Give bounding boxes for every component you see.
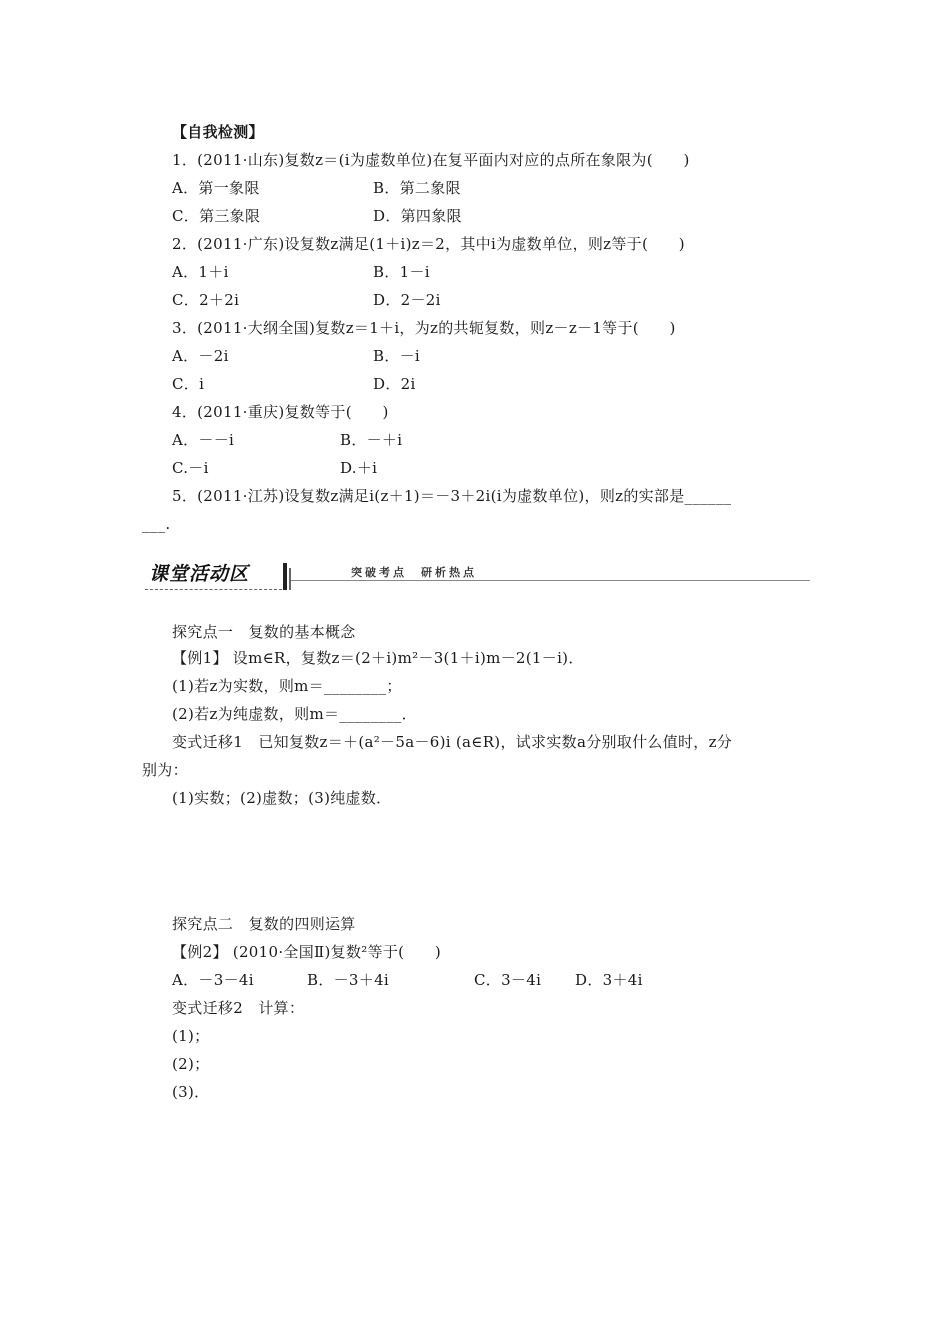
question-2-option-c: C．2＋2i	[172, 291, 240, 309]
variant-2-calc-2: (2)；	[172, 1055, 210, 1073]
question-3-option-a: A．－2i	[172, 347, 229, 365]
section-divider-bar	[283, 563, 287, 590]
question-4: 4．(2011·重庆)复数等于( )	[172, 403, 389, 421]
section-rule	[291, 580, 810, 581]
question-3-option-b: B．－i	[373, 347, 421, 365]
question-4-option-b: B．－＋i	[340, 431, 403, 449]
example-1-part-1: (1)若z为实数，则m＝________；	[172, 677, 402, 695]
section-subtitle: 突破考点 研析热点	[351, 566, 477, 579]
question-1-option-d: D．第四象限	[373, 207, 462, 225]
variant-1-continuation: 别为：	[142, 761, 188, 779]
question-3-option-d: D．2i	[373, 375, 416, 393]
question-5: 5．(2011·江苏)设复数z满足i(z＋1)＝－3＋2i(i为虚数单位)，则z的实部是______	[172, 487, 732, 505]
section-dashed-underline	[145, 589, 282, 590]
question-3: 3．(2011·大纲全国)复数z＝1＋i，为z的共轭复数，则z－z－1等于( )	[172, 319, 676, 337]
question-2-option-a: A．1＋i	[172, 263, 229, 281]
variant-1-parts: (1)实数；(2)虚数；(3)纯虚数．	[172, 789, 392, 807]
question-4-option-a: A．－－i	[172, 431, 235, 449]
variant-1: 变式迁移1 已知复数z＝＋(a²－5a－6)i (a∈R)，试求实数a分别取什么值时，z分	[172, 733, 733, 751]
section-banner	[145, 560, 810, 596]
question-3-option-c: C．i	[172, 375, 205, 393]
section-title: 课堂活动区	[149, 563, 250, 585]
question-5-continuation: ___.	[142, 515, 171, 533]
example-2-option-a: A．－3－4i	[172, 971, 254, 989]
example-2-option-b: B．－3＋4i	[307, 971, 390, 989]
section-divider-bar-thin	[289, 568, 291, 590]
example-1: 【例1】 设m∈R，复数z＝(2＋i)m²－3(1＋i)m－2(1－i)．	[172, 649, 584, 667]
question-1-option-a: A．第一象限	[172, 179, 260, 197]
topic-1-heading: 探究点一 复数的基本概念	[172, 623, 356, 641]
example-2-option-c: C．3－4i	[474, 971, 542, 989]
question-1-option-b: B．第二象限	[373, 179, 461, 197]
example-1-part-2: (2)若z为纯虚数，则m＝________．	[172, 705, 417, 723]
question-2-option-b: B．1－i	[373, 263, 430, 281]
example-2: 【例2】 (2010·全国Ⅱ)复数²等于( )	[172, 943, 442, 961]
example-2-option-d: D．3＋4i	[575, 971, 643, 989]
question-1: 1．(2011·山东)复数z＝(i为虚数单位)在复平面内对应的点所在象限为( )	[172, 151, 690, 169]
variant-2-calc-3: (3)．	[172, 1083, 210, 1101]
question-1-option-c: C．第三象限	[172, 207, 261, 225]
self-check-heading: 【自我检测】	[172, 123, 264, 141]
question-4-option-c: C.－i	[172, 459, 209, 477]
question-4-option-d: D.＋i	[340, 459, 378, 477]
variant-2: 变式迁移2 计算：	[172, 999, 305, 1017]
question-2-option-d: D．2－2i	[373, 291, 441, 309]
topic-2-heading: 探究点二 复数的四则运算	[172, 915, 356, 933]
question-2: 2．(2011·广东)设复数z满足(1＋i)z＝2，其中i为虚数单位，则z等于( )	[172, 235, 685, 253]
variant-2-calc-1: (1)；	[172, 1027, 210, 1045]
